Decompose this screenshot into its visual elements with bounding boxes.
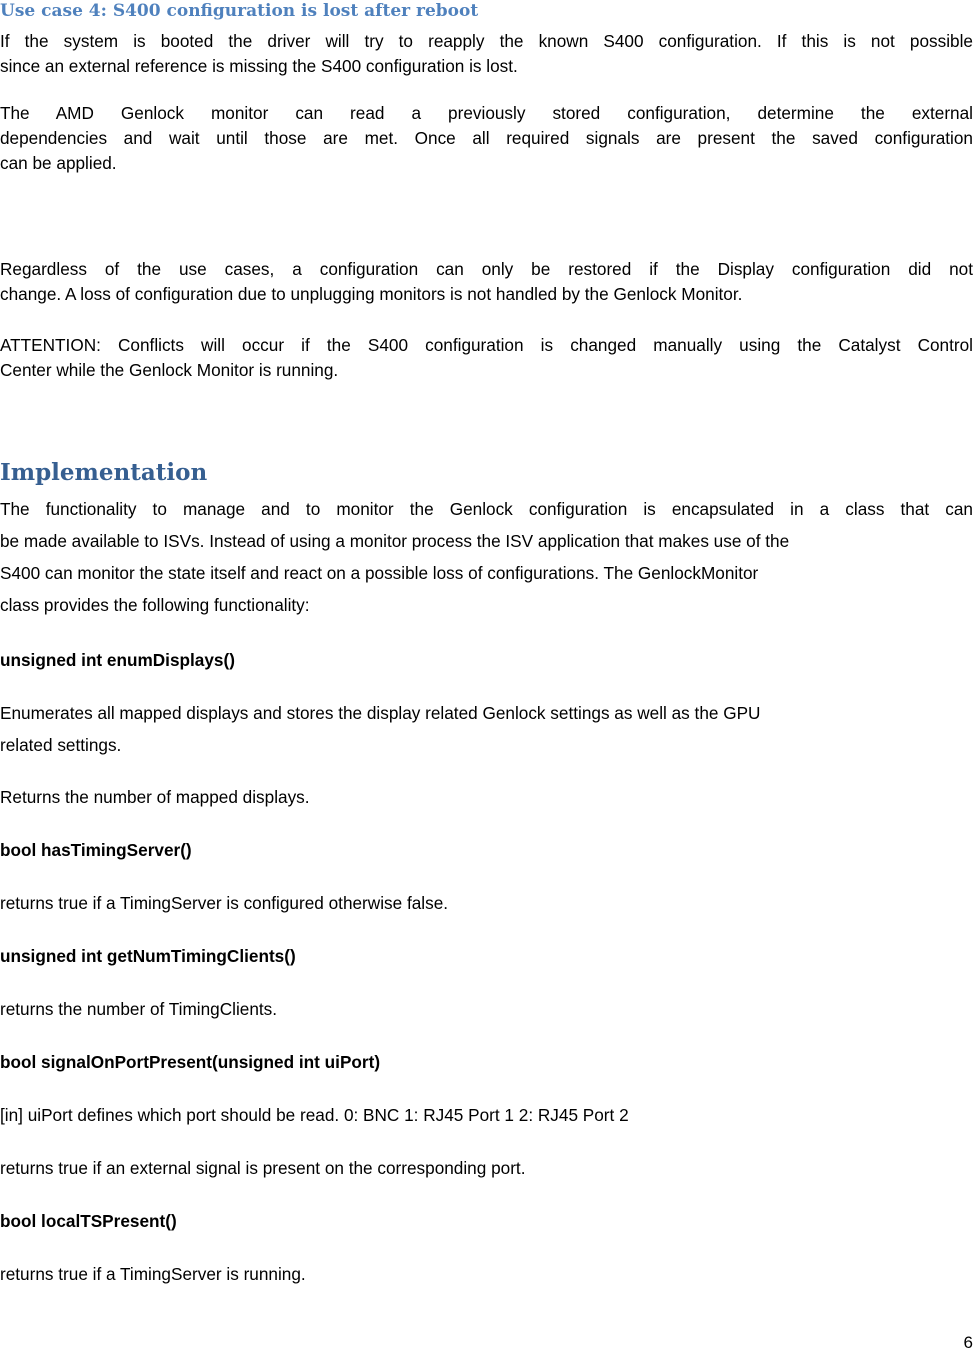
function-param-signal-on-port-present: [in] uiPort defines which port should be read. 0: BNC 1: RJ45 Port 1 2: RJ45 Port 2: [0, 1105, 629, 1125]
function-signature-signal-on-port-present: bool signalOnPortPresent(unsigned int uiPort): [0, 1052, 381, 1072]
function-returns-get-num-timing-clients: returns the number of TimingClients.: [0, 999, 278, 1019]
function-signature-local-ts-present: bool localTSPresent(): [0, 1211, 177, 1231]
use-case-paragraph-1: [0, 29, 973, 79]
text-line: The functionality to manage and to monitor the Genlock configuration is encapsulated in a class that can: [0, 499, 973, 519]
attention-paragraph: [0, 333, 973, 383]
text-line: Enumerates all mapped displays and stores the display related Genlock settings as well as the GPU: [0, 703, 761, 723]
use-case-paragraph-2: [0, 101, 973, 176]
text-line: since an external reference is missing the S400 configuration is lost.: [0, 56, 518, 76]
text-line: class provides the following functionality:: [0, 595, 310, 615]
text-line: The AMD Genlock monitor can read a previously stored configuration, determine the external: [0, 103, 973, 123]
function-returns-local-ts-present: returns true if a TimingServer is running.: [0, 1264, 306, 1284]
function-returns-enum-displays: Returns the number of mapped displays.: [0, 787, 310, 807]
implementation-heading: Implementation: [0, 459, 208, 486]
text-line: dependencies and wait until those are met. Once all required signals are present the saved configuration: [0, 128, 973, 148]
text-line: Regardless of the use cases, a configuration can only be restored if the Display configuration did not: [0, 259, 973, 279]
function-signature-has-timing-server: bool hasTimingServer(): [0, 840, 192, 860]
use-case-heading: Use case 4: S400 configuration is lost after reboot: [0, 1, 479, 21]
text-line: If the system is booted the driver will try to reapply the known S400 configuration. If this is not possible: [0, 31, 973, 51]
text-line: S400 can monitor the state itself and react on a possible loss of configurations. The GenlockMonitor: [0, 563, 759, 583]
page-number: 6: [963, 1333, 973, 1352]
restore-note-paragraph: [0, 257, 973, 307]
text-line: be made available to ISVs. Instead of using a monitor process the ISV application that makes use of the: [0, 531, 790, 551]
function-signature-enum-displays: unsigned int enumDisplays(): [0, 650, 235, 670]
function-description-enum-displays: [0, 697, 973, 761]
text-line: ATTENTION: Conflicts will occur if the S400 configuration is changed manually using the Catalyst Control: [0, 335, 973, 355]
text-line: change. A loss of configuration due to unplugging monitors is not handled by the Genlock Monitor.: [0, 284, 743, 304]
text-line: can be applied.: [0, 153, 117, 173]
function-returns-has-timing-server: returns true if a TimingServer is configured otherwise false.: [0, 893, 449, 913]
implementation-intro: [0, 493, 973, 621]
function-returns-signal-on-port-present: returns true if an external signal is present on the corresponding port.: [0, 1158, 526, 1178]
function-signature-get-num-timing-clients: unsigned int getNumTimingClients(): [0, 946, 296, 966]
text-line: related settings.: [0, 735, 122, 755]
text-line: Center while the Genlock Monitor is running.: [0, 360, 339, 380]
